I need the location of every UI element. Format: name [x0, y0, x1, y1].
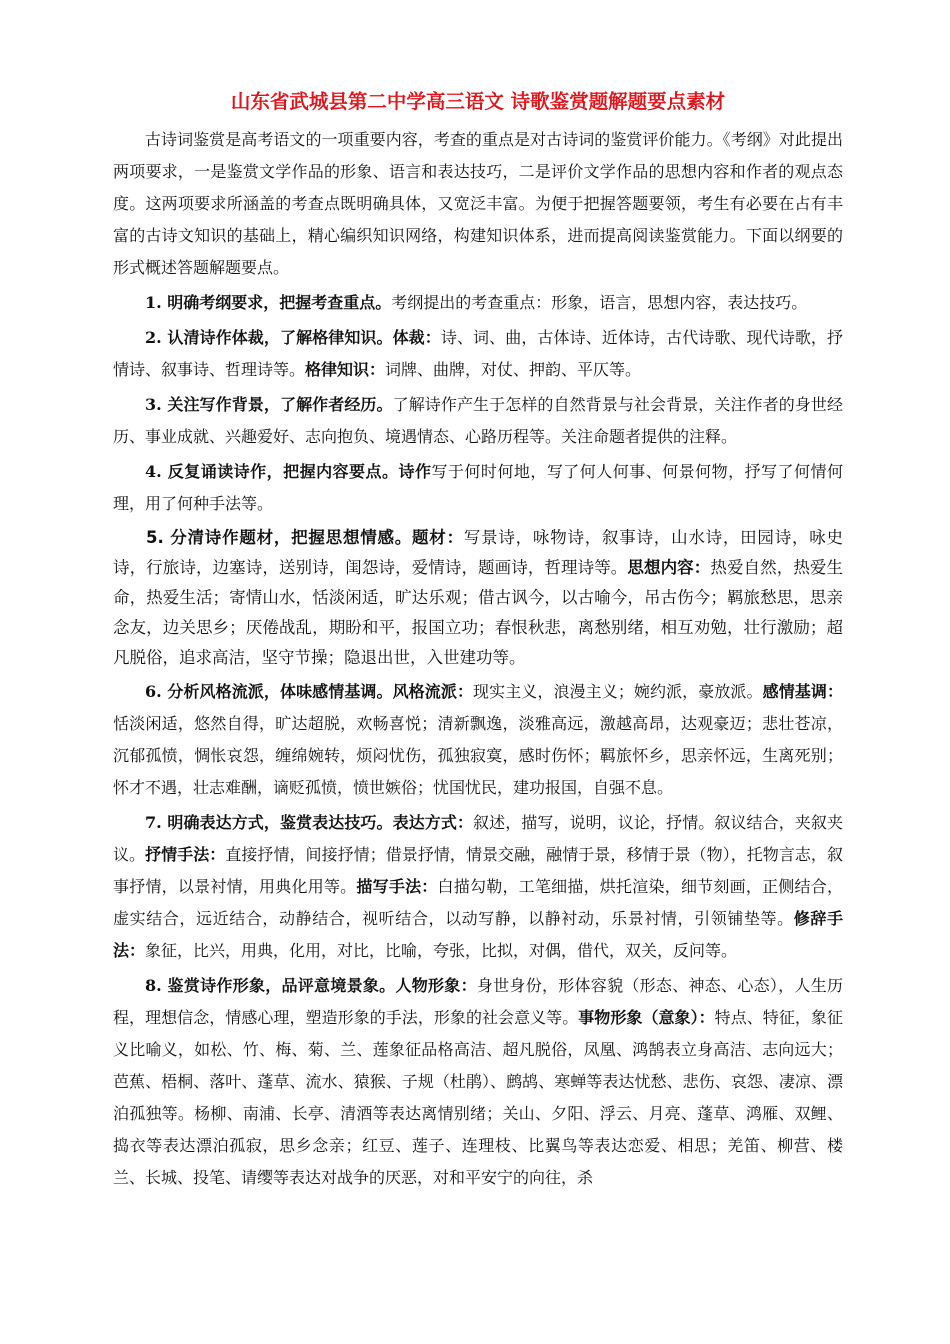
section-1-text: 考纲提出的考查重点：形象，语言，思想内容，表达技巧。	[391, 293, 808, 312]
section-2-text-2: 词牌、曲牌，对仗、押韵、平仄等。	[385, 360, 642, 379]
section-1	[113, 287, 843, 319]
section-6-text-2: 恬淡闲适，悠然自得，旷达超脱，欢畅喜悦；清新飘逸，淡雅高远，激越高昂，达观豪迈；悲壮苍凉，沉郁孤愤，惆怅哀怨，缠绵婉转，烦闷忧伤，孤独寂寞，感时伤怀；羁旅怀乡，思亲怀远，生离死别；怀才不遇，壮志难酬，谪贬孤愤，愤世嫉俗；忧国忧民，建功报国，自强不息。	[113, 714, 843, 797]
section-5-heading: 5. 分清诗作题材，把握思想情感。题材：	[146, 528, 464, 547]
section-4-text: 写于何时何地，写了何人何事、何景何物，抒写了何情何理，用了何种手法等。	[113, 462, 843, 513]
section-6-heading: 6. 分析风格流派，体味感情基调。风格流派：	[145, 682, 474, 701]
section-7-label-2: 抒情手法：	[145, 845, 226, 864]
section-8	[113, 970, 843, 1194]
section-2-label: 格律知识：	[305, 360, 386, 379]
intro-paragraph: 古诗词鉴赏是高考语文的一项重要内容，考查的重点是对古诗词的鉴赏评价能力。《考纲》对此提出两项要求，一是鉴赏文学作品的形象、语言和表达技巧，二是评价文学作品的思想内容和作者的观点态度。这两项要求所涵盖的考查点既明确具体，又宽泛丰富。为便于把握答题要领，考生有必要在占有丰富的古诗文知识的基础上，精心编织知识网络，构建知识体系，进而提高阅读鉴赏能力。下面以纲要的形式概述答题解题要点。	[113, 130, 843, 277]
section-3-text: 了解诗作产生于怎样的自然背景与社会背景，关注作者的身世经历、事业成就、兴趣爱好、志向抱负、境遇情态、心路历程等。关注命题者提供的注释。	[113, 395, 843, 446]
section-8-heading: 8. 鉴赏诗作形象，品评意境景象。人物形象：	[145, 976, 477, 995]
section-2-text: 诗、词、曲，古体诗、近体诗，古代诗歌、现代诗歌，抒情诗、叙事诗、哲理诗等。	[113, 328, 843, 379]
section-6-label: 感情基调：	[762, 682, 843, 701]
section-3-heading: 3. 关注写作背景，了解作者经历。	[145, 395, 393, 414]
section-5-text-2: 热爱自然，热爱生命，热爱生活；寄情山水，恬淡闲适，旷达乐观；借古讽今，以古喻今，吊古伤今；羁旅愁思，思亲念友，边关思乡；厌倦战乱，期盼和平，报国立功；春恨秋悲，离愁别绪，相互劝勉，壮行激励；超凡脱俗，追求高洁，坚守节操；隐退出世，入世建功等。	[113, 558, 844, 667]
section-8-text: 身世身份，形体容貌（形态、神态、心态），人生历程，理想信念，情感心理，塑造形象的手法，形象的社会意义等。	[113, 976, 843, 1027]
section-7-label-4: 修辞手法：	[113, 909, 843, 960]
section-7-text-3: 白描勾勒，工笔细描，烘托渲染，细节刻画，正侧结合，虚实结合，远近结合，动静结合，视听结合，以动写静，以静衬动，乐景衬情，引领铺垫等。	[113, 877, 843, 928]
section-7-text-2: 直接抒情，间接抒情；借景抒情，情景交融，融情于景，移情于景（物），托物言志，叙事抒情，以景衬情，用典化用等。	[113, 845, 843, 896]
section-2	[113, 322, 843, 386]
section-1-heading: 1. 明确考纲要求，把握考查重点。	[145, 293, 392, 312]
section-7-heading: 7. 明确表达方式，鉴赏表达技巧。表达方式：	[145, 813, 474, 832]
section-7-text-4: 象征，比兴，用典，化用，对比，比喻，夸张，比拟，对偶，借代，双关，反问等。	[145, 941, 738, 960]
section-7-label-3: 描写手法：	[356, 877, 438, 896]
section-8-text-2: 特点、特征，象征义比喻义，如松、竹、梅、菊、兰、莲象征品格高洁、超凡脱俗，凤凰、鸿鹄表立身高洁、志向远大；芭蕉、梧桐、落叶、蓬草、流水、猿猴、子规（杜鹃）、鹧鸪、寒蝉等表达忧愁、悲伤、哀怨、凄凉、漂泊孤独等。杨柳、南浦、长亭、清酒等表达离情别绪；关山、夕阳、浮云、月亮、蓬草、鸿雁、双鲤、捣衣等表达漂泊孤寂，思乡念亲；红豆、莲子、连理枝、比翼鸟等表达恋爱、相思；羌笛、柳营、楼兰、长城、投笔、请缨等表达对战争的厌恶，对和平安宁的向往，杀	[113, 1008, 843, 1187]
section-2-heading: 2. 认清诗作体裁，了解格律知识。体裁：	[145, 328, 441, 347]
section-5-label: 思想内容：	[627, 558, 711, 577]
section-4	[113, 456, 843, 520]
section-7	[113, 807, 843, 967]
section-7-text: 叙述，描写，说明，议论，抒情。叙议结合，夹叙夹议。	[113, 813, 843, 864]
document-title: 山东省武城县第二中学高三语文 诗歌鉴赏题解题要点素材	[230, 90, 726, 113]
section-3	[113, 389, 843, 453]
section-6-text: 现实主义，浪漫主义；婉约派，豪放派。	[473, 682, 763, 701]
section-5	[113, 523, 843, 673]
section-8-label: 事物形象（意象）：	[578, 1008, 715, 1027]
section-4-heading: 4. 反复诵读诗作，把握内容要点。诗作	[145, 462, 432, 481]
section-5-text: 写景诗，咏物诗，叙事诗，山水诗，田园诗，咏史诗，行旅诗，边塞诗，送别诗，闺怨诗，爱情诗，题画诗，哲理诗等。	[113, 528, 843, 577]
document-page	[113, 88, 843, 1197]
section-6	[113, 676, 843, 804]
